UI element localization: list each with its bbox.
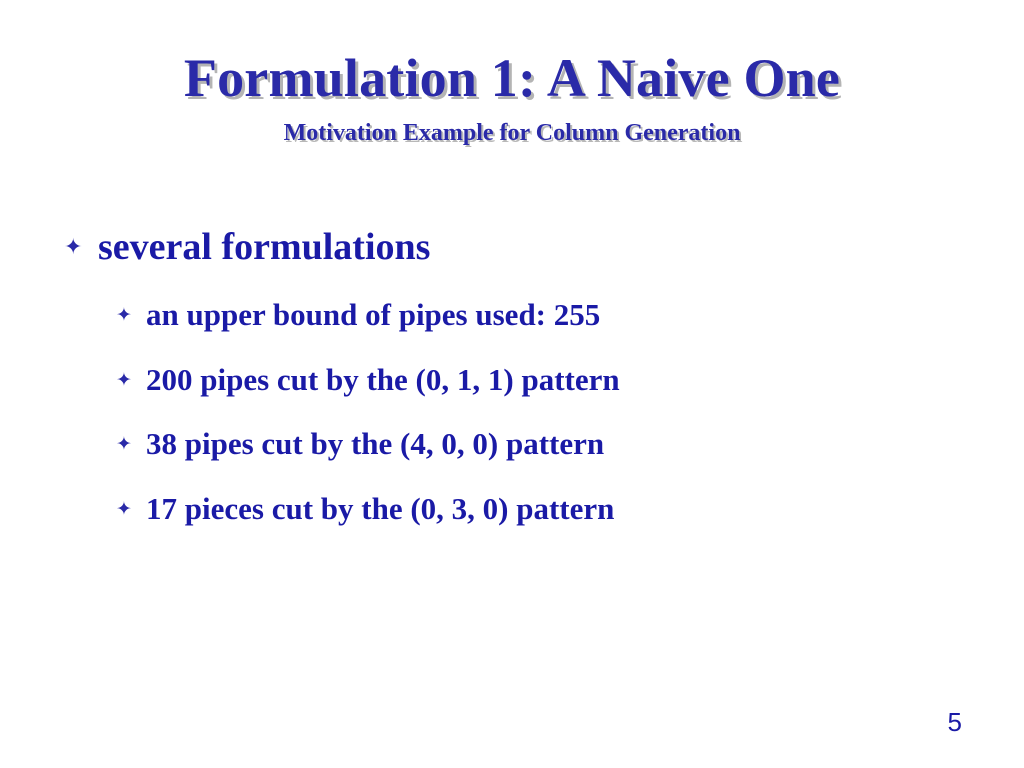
four-point-star-icon: ✦ (64, 234, 83, 260)
bullet-level1 (64, 222, 430, 272)
slide-subtitle: Motivation Example for Column Generation (283, 120, 741, 146)
bullet-level2-item (116, 424, 604, 464)
bullet-level2-item (116, 360, 620, 400)
bullet-level2-item (116, 489, 614, 529)
bullet-text: several formulations (98, 226, 431, 268)
bullet-text: 17 pieces cut by the (0, 3, 0) pattern (146, 491, 615, 526)
bullet-level2-item (116, 295, 600, 335)
page-number: 5 (947, 707, 962, 737)
bullet-text: 200 pipes cut by the (0, 1, 1) pattern (146, 362, 620, 397)
slide-title: Formulation 1: A Naive One (183, 48, 841, 108)
four-point-star-icon: ✦ (116, 433, 132, 455)
bullet-text: an upper bound of pipes used: 255 (146, 297, 601, 332)
bullet-text: 38 pipes cut by the (4, 0, 0) pattern (146, 426, 605, 461)
four-point-star-icon: ✦ (116, 369, 132, 391)
four-point-star-icon: ✦ (116, 304, 132, 326)
four-point-star-icon: ✦ (116, 498, 132, 520)
